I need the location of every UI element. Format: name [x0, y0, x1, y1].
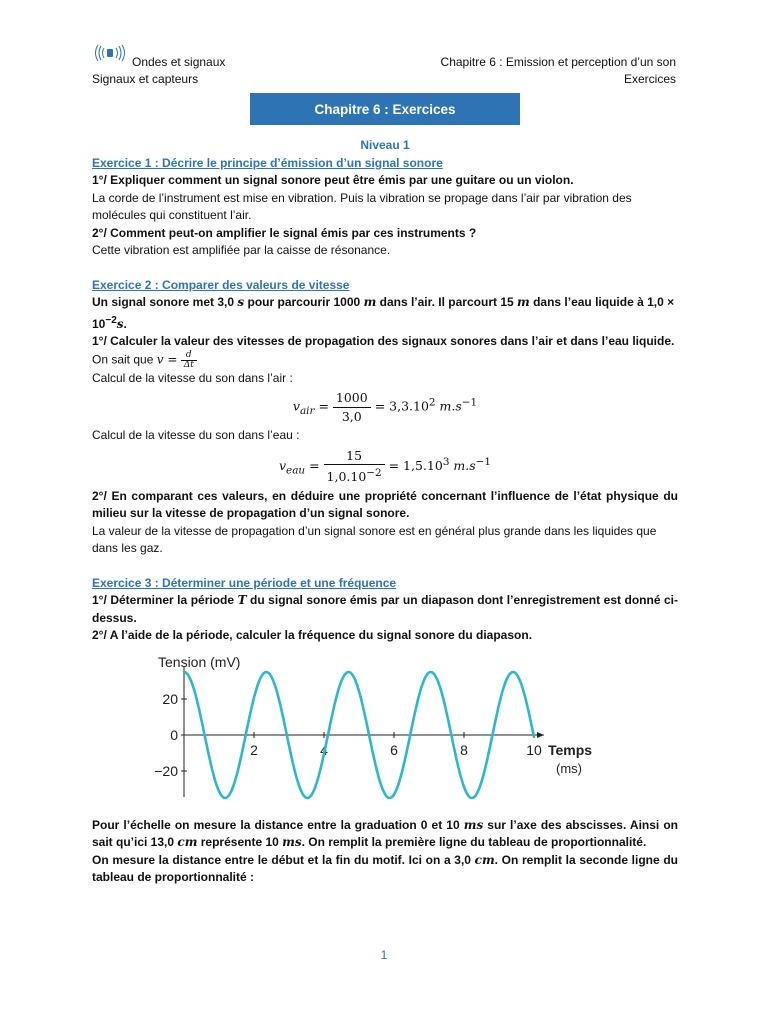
x-tick-label: 10: [526, 741, 542, 758]
chart-x-ticks: [250, 732, 542, 758]
header-chapter: Chapitre 6 : Emission et perception d’un son: [440, 55, 676, 69]
formula-air: $v_{air}$ = $\frac{1000}{3,0}$ = $3,3.10^2$ $m.s^{-1}$: [292, 390, 478, 424]
calc-air-label: Calcul de la vitesse du son dans l’air :: [92, 370, 293, 385]
header-right: [441, 54, 676, 88]
exercise-2-question-1: 1°/ Calculer la valeur des vitesses de propagation des signaux sonores dans l’air et dans l’eau liquide.: [92, 334, 675, 348]
exercise-3-question-2: 2°/ A l’aide de la période, calculer la fréquence du signal sonore du diapason.: [92, 628, 533, 643]
chart-y-ticks: [154, 691, 187, 779]
exercise-2-question-2: 2°/ En comparant ces valeurs, en déduire une propriété concernant l’influence de l’état physique du milieu sur la vitesse de propagation d’un signal sonore.: [92, 488, 678, 521]
header-subject: Ondes et signaux: [132, 55, 226, 69]
chart-y-label: Tension (mV): [158, 653, 241, 670]
exercise-3-question-1: 1°/ Déterminer la période T du signal sonore émis par un diapason dont l’enregistrement est donné ci-dessus.: [92, 593, 678, 625]
header-section: Exercices: [623, 72, 676, 86]
exercise-2-answer-2: La valeur de la vitesse de propagation d’un signal sonore est en général plus grande dans les liquides que dans les gaz.: [92, 523, 657, 556]
calc-eau-label: Calcul de la vitesse du son dans l’eau :: [92, 428, 300, 442]
tension-chart: [154, 651, 593, 811]
exercise-1-title: Exercice 1 : Décrire le principe d’émission d’un signal sonore: [92, 155, 443, 170]
exercise-3-title: Exercice 3 : Déterminer une période et une fréquence: [92, 575, 397, 590]
x-tick-label: 8: [460, 741, 468, 758]
exercise-3-paragraph-1: Pour l’échelle on mesure la distance entre la graduation 0 et 10 ms sur l’axe des abscisses. Ainsi on sait qu’ici 13,0 cm représente 10 ms. On remplit la première ligne du tableau de proportionnalité.: [92, 817, 678, 850]
y-tick-label: −20: [154, 762, 178, 779]
header-left: [92, 54, 225, 88]
header-topic: Signaux et capteurs: [92, 72, 199, 86]
x-tick-label: 2: [250, 741, 258, 758]
level-label: Niveau 1: [360, 138, 410, 152]
formula-eau: $v_{eau}$ = $\frac{15}{1,0.10^{-2}}$ = $1,5.10^3$ $m.s^{-1}$: [278, 447, 492, 485]
page-title: Chapitre 6 : Exercices: [250, 93, 520, 125]
exercise-3-paragraph-2: On mesure la distance entre le début et la fin du motif. Ici on a 3,0 cm. On remplit la seconde ligne du tableau de proportionnalité :: [92, 852, 678, 885]
exercise-2-statement: Un signal sonore met 3,0 s pour parcourir 1000 m dans l’air. Il parcourt 15 m dans l’eau liquide à 1,0 × $10^{-2}s$.: [92, 295, 675, 331]
document-body: [92, 137, 678, 887]
page-number: 1: [380, 948, 388, 962]
velocity-definition: On sait que v = $\frac{d}{\Delta t}$: [92, 351, 678, 370]
exercise-1-question-2: 2°/ Comment peut-on amplifier le signal émis par ces instruments ?: [92, 225, 477, 240]
exercise-1-answer-2: Cette vibration est amplifiée par la caisse de résonance.: [92, 243, 391, 257]
exercise-1-answer-1: La corde de l’instrument est mise en vibration. Puis la vibration se propage dans l’air par vibration des molécules qui constituent l’air.: [92, 190, 632, 222]
y-tick-label: 0: [170, 726, 178, 743]
x-tick-label: 4: [320, 741, 328, 758]
x-tick-label: 6: [390, 741, 398, 758]
y-tick-label: 20: [162, 690, 178, 707]
x-axis-arrow: [537, 732, 544, 738]
chart-x-label: Temps: [548, 741, 593, 758]
exercise-2-title: Exercice 2 : Comparer des valeurs de vitesse: [92, 277, 350, 292]
chart-x-unit: (ms): [556, 760, 582, 776]
chart-axes: [184, 667, 544, 797]
exercise-1-question-1: 1°/ Expliquer comment un signal sonore peut être émis par une guitare ou un violon.: [92, 173, 574, 187]
